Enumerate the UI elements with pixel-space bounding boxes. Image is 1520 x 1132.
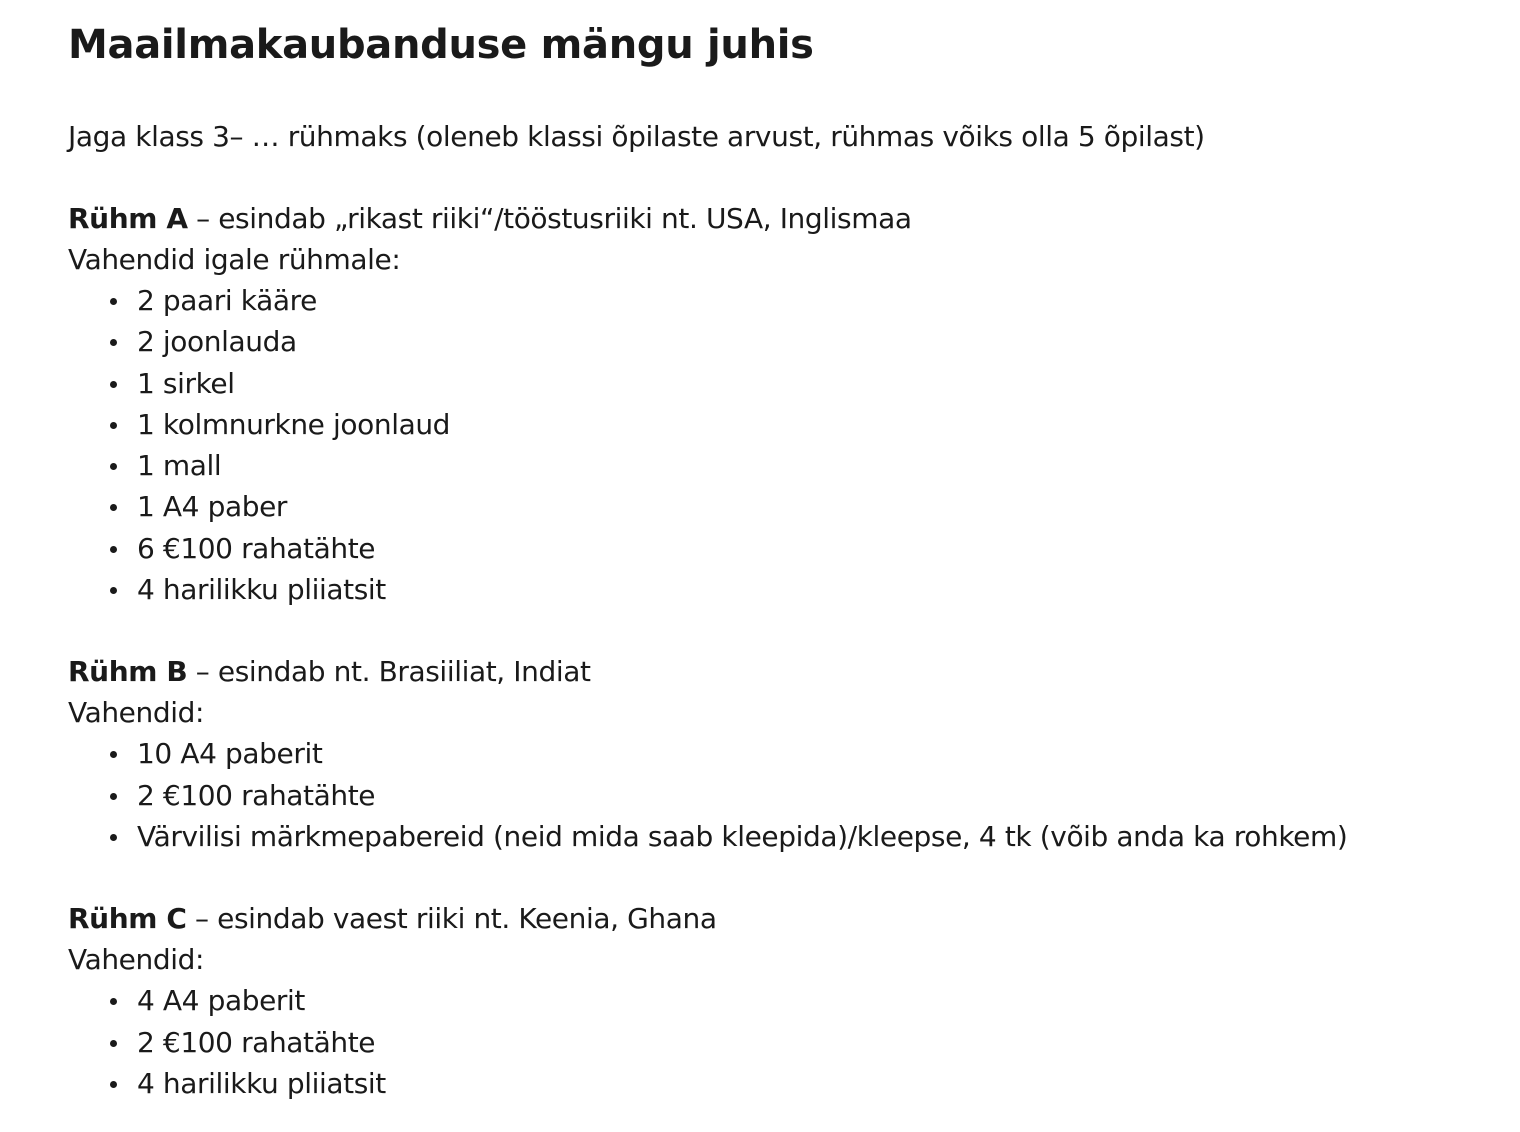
list-item: 1 kolmnurkne joonlaud — [137, 404, 1488, 445]
list-item: 4 harilikku pliiatsit — [137, 569, 1488, 610]
tools-label: Vahendid igale rühmale: — [68, 243, 401, 276]
group-description: – esindab nt. Brasiiliat, Indiat — [187, 655, 591, 689]
group-a — [68, 198, 1488, 610]
list-item: 1 A4 paber — [137, 486, 1488, 527]
group-c — [68, 898, 1488, 1104]
group-b — [68, 651, 1488, 857]
group-name: Rühm B — [68, 655, 188, 689]
group-heading — [68, 198, 1488, 239]
list-item: 2 €100 rahatähte — [137, 1022, 1488, 1063]
list-item: 2 joonlauda — [137, 321, 1488, 362]
list-item: 6 €100 rahatähte — [137, 528, 1488, 569]
tools-label: Vahendid: — [68, 696, 205, 730]
tools-list — [68, 280, 1488, 610]
group-heading — [68, 898, 1488, 939]
list-item: 2 paari kääre — [137, 280, 1488, 321]
list-item: 1 mall — [137, 445, 1488, 486]
intro-text: Jaga klass 3– … rühmaks (oleneb klassi õpilaste arvust, rühmas võiks olla 5 õpilast) — [68, 120, 1205, 153]
list-item: 10 A4 paberit — [137, 733, 1488, 774]
tools-list — [68, 733, 1488, 857]
group-description: – esindab vaest riiki nt. Keenia, Ghana — [186, 902, 717, 936]
list-item: 2 €100 rahatähte — [137, 775, 1488, 816]
group-name: Rühm C — [68, 902, 187, 936]
group-description: – esindab „rikast riiki“/tööstusriiki nt. USA, Inglismaa — [187, 202, 912, 235]
list-item: 1 sirkel — [137, 363, 1488, 404]
list-item: 4 A4 paberit — [137, 980, 1488, 1021]
list-item: Värvilisi märkmepabereid (neid mida saab kleepida)/kleepse, 4 tk (võib anda ka rohkem) — [137, 816, 1488, 857]
document-title: Maailmakaubanduse mängu juhis — [68, 22, 814, 68]
document — [68, 16, 1488, 1104]
tools-label: Vahendid: — [68, 943, 205, 977]
group-name: Rühm A — [68, 202, 188, 235]
list-item: 4 harilikku pliiatsit — [137, 1063, 1488, 1104]
group-heading — [68, 651, 1488, 692]
tools-list — [68, 980, 1488, 1104]
